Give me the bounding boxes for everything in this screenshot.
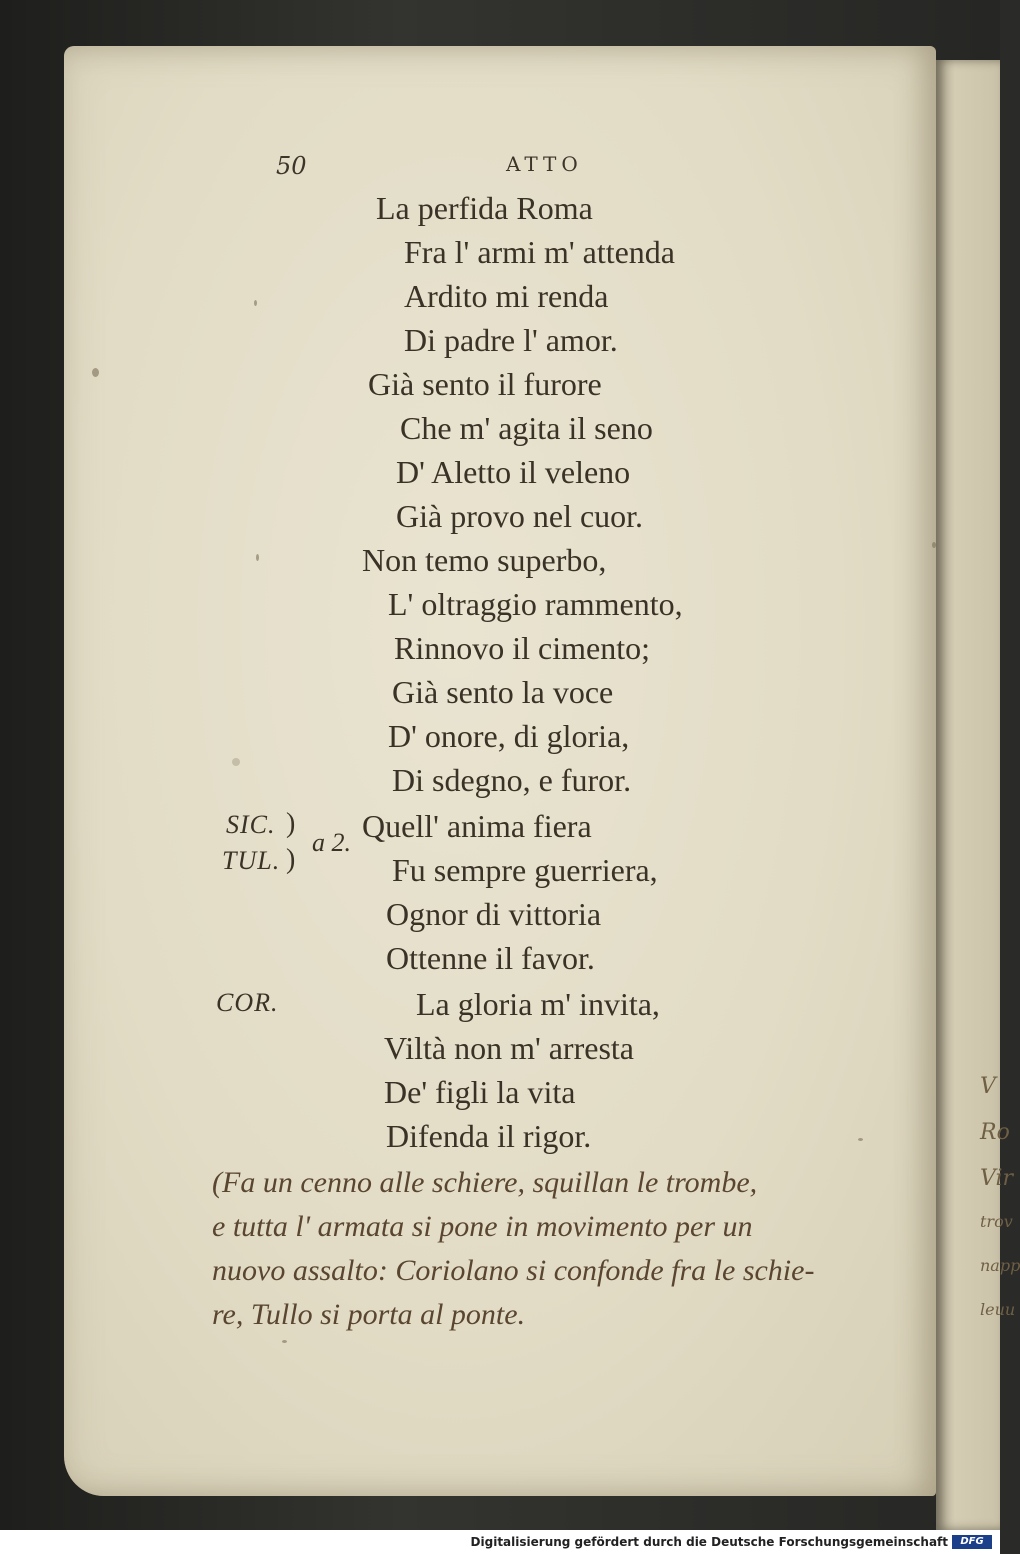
verse-line: Viltà non m' arresta	[384, 1030, 634, 1066]
verse-line: Già provo nel cuor.	[396, 498, 644, 534]
verse-line: Ottenne il favor.	[386, 940, 595, 976]
verse-line: De' figli la vita	[384, 1074, 576, 1110]
paper-speck	[858, 1138, 863, 1141]
stage-direction-line: nuovo assalto: Coriolano si confonde fra le schie-	[212, 1254, 815, 1287]
page-number: 50	[276, 152, 307, 180]
bracket-mark: )	[286, 808, 296, 839]
paper-speck	[932, 542, 936, 548]
stage-direction-line: (Fa un cenno alle schiere, squillan le trombe,	[212, 1166, 758, 1199]
facing-page-edge	[936, 60, 1020, 1530]
verse-line: La perfida Roma	[376, 190, 593, 226]
facing-page-fragment: Vir	[980, 1166, 1014, 1191]
verse-line: Ardito mi renda	[404, 278, 609, 314]
stage-direction-line: re, Tullo si porta al ponte.	[212, 1298, 526, 1331]
verse-line: La gloria m' invita,	[416, 986, 660, 1022]
verse-line: D' onore, di gloria,	[388, 718, 630, 754]
verse-line: Quell' anima fiera	[362, 808, 592, 844]
paper-speck	[256, 554, 259, 561]
bracket-mark: )	[286, 844, 296, 875]
verse-line: Non temo superbo,	[362, 542, 607, 578]
facing-page-fragment: leuu	[980, 1300, 1016, 1319]
speaker-sicinio: SIC.	[226, 810, 276, 839]
paper-speck	[254, 300, 257, 306]
facing-page-fragment: V	[980, 1074, 996, 1099]
verse-line: Già sento la voce	[392, 674, 614, 710]
stage-direction-line: e tutta l' armata si pone in movimento per un	[212, 1210, 753, 1243]
facing-page-fragment: napp	[980, 1256, 1020, 1275]
digitization-credit-bar	[0, 1530, 1000, 1554]
verse-line: L' oltraggio rammento,	[388, 586, 683, 622]
running-head: ATTO	[506, 152, 583, 176]
speaker-coriolano: COR.	[216, 988, 279, 1017]
verse-line: Difenda il rigor.	[386, 1118, 592, 1154]
verse-line: Fra l' armi m' attenda	[404, 234, 675, 270]
facing-page-fragment: Ro	[980, 1120, 1010, 1145]
verse-line: Ognor di vittoria	[386, 896, 602, 932]
dfg-logo-icon: DFG	[952, 1535, 992, 1549]
verse-line: Rinnovo il cimento;	[394, 630, 650, 666]
verse-line: Di padre l' amor.	[404, 322, 618, 358]
digitization-credit: Digitalisierung gefördert durch die Deutsche Forschungsgemeinschaft	[470, 1535, 948, 1549]
paper-speck	[232, 758, 240, 766]
paper-speck	[92, 368, 99, 377]
verse-line: D' Aletto il veleno	[396, 454, 631, 490]
facing-page-fragment: trov	[980, 1212, 1013, 1231]
speaker-tullo: TUL.	[222, 846, 281, 875]
verse-line: Fu sempre guerriera,	[392, 852, 658, 888]
verse-line: Di sdegno, e furor.	[392, 762, 632, 798]
verse-line: Già sento il furore	[368, 366, 602, 402]
verse-line: Che m' agita il seno	[400, 410, 653, 446]
paper-speck	[282, 1340, 287, 1343]
duet-marker: a 2.	[312, 828, 351, 857]
